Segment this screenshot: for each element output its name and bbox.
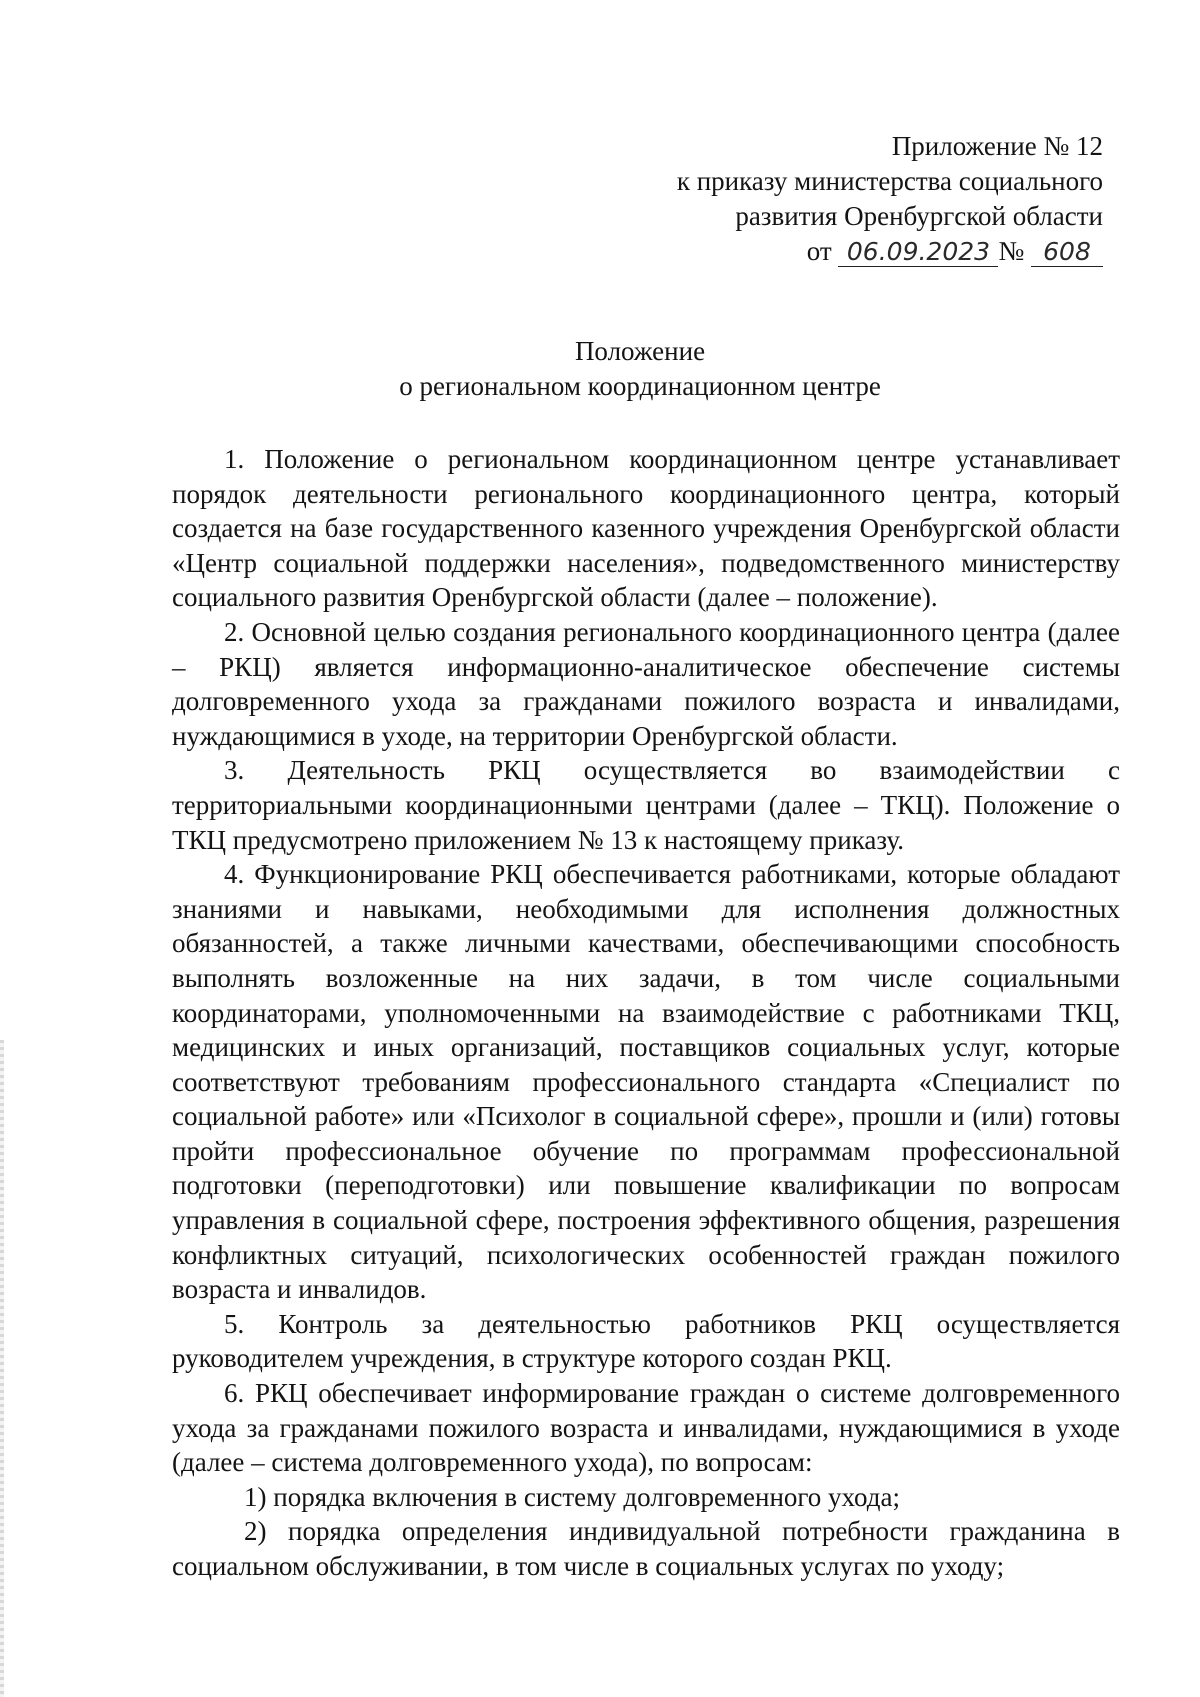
number-sign: № — [998, 236, 1025, 266]
paragraph-6: 6. РКЦ обеспечивает информирование граждан о системе долговременного ухода за гражданами пожилого возраста и инвалидами, нуждающимися в уходе (далее – система долговременного ухода), по вопросам: — [172, 1378, 1120, 1478]
handwritten-order-number: 608 — [1031, 238, 1103, 267]
paragraph-1: 1. Положение о региональном координационном центре устанавливает порядок деятельности регионального координационного центра, который создается на базе государственного казенного учреждения Оренбургской области «Центр социальной поддержки населения», подведомственного министерству социального развития Оренбургской области (далее – положение). — [172, 444, 1120, 613]
date-prefix: от — [806, 236, 832, 266]
order-date-number-row — [677, 234, 1103, 269]
title-line-1: Положение — [574, 336, 706, 366]
document-body — [172, 442, 1120, 1584]
order-reference: к приказу министерства социального — [676, 166, 1103, 196]
handwritten-date: 06.09.2023 — [838, 238, 998, 267]
document-title — [170, 334, 1110, 404]
appendix-header — [677, 129, 1103, 269]
paragraph-5: 5. Контроль за деятельностью работников РКЦ осуществляется руководителем учреждения, в структуре которого создан РКЦ. — [172, 1308, 1120, 1374]
paragraph-3: 3. Деятельность РКЦ осуществляется во взаимодействии с территориальными координационными центрами (далее – ТКЦ). Положение о ТКЦ предусмотрено приложением № 13 к настоящему приказу. — [172, 755, 1120, 855]
list-item-2: 2) порядка определения индивидуальной потребности гражданина в социальном обслуживании, в том числе в социальных услугах по уходу; — [172, 1516, 1120, 1581]
appendix-number: Приложение № 12 — [891, 131, 1103, 161]
paragraph-4: 4. Функционирование РКЦ обеспечивается работниками, которые обладают знаниями и навыками, необходимыми для исполнения должностных обязанностей, а также личными качествами, обеспечивающими способность выполнять возложенные на них задачи, в том числе социальными координаторами, уполномоченными на взаимодействие с работниками ТКЦ, медицинских и иных организаций, поставщиков социальных услуг, которые соответствуют требованиям профессионального стандарта «Специалист по социальной работе» или «Психолог в социальной сфере», прошли и (или) готовы пройти профессиональное обучение по программам профессиональной подготовки (переподготовки) или повышение квалификации по вопросам управления в социальной сфере, построения эффективного общения, разрешения конфликтных ситуаций, психологических особенностей граждан пожилого возраста и инвалидов. — [172, 859, 1120, 1305]
paragraph-2: 2. Основной целью создания регионального координационного центра (далее – РКЦ) является информационно-аналитическое обеспечение системы долговременного ухода за гражданами пожилого возраста и инвалидами, нуждающимися в уходе, на территории Оренбургской области. — [172, 616, 1120, 751]
ministry-region: развития Оренбургской области — [735, 201, 1103, 231]
scan-edge-artifact — [0, 1040, 4, 1697]
list-item-1: 1) порядка включения в систему долговременного ухода; — [244, 1481, 900, 1512]
title-line-2: о региональном координационном центре — [399, 371, 881, 401]
